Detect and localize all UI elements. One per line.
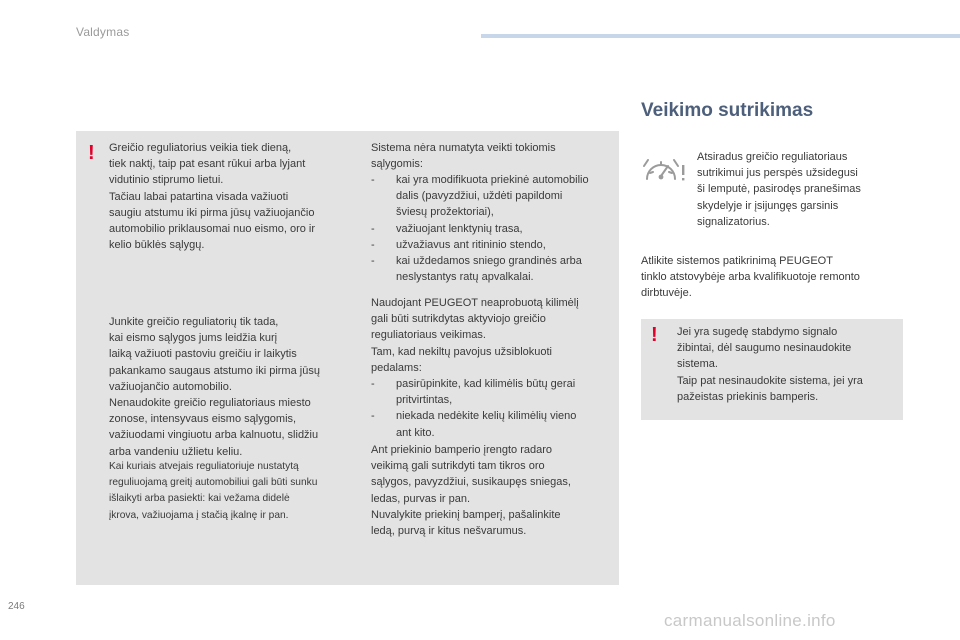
page-heading: Veikimo sutrikimas — [641, 100, 814, 121]
list-item: - niekada nedėkite kelių kilimėlių vieno ant kito. — [371, 408, 616, 440]
cruise-control-fault-icon — [641, 153, 689, 189]
service-check-text: Atlikite sistemos patikrinimą PEUGEOT tinklo atstovybėje arba kvalifikuotoje remonto dirbtuvėje. — [641, 255, 860, 300]
conditions-intro: Sistema nėra numatyta veikti tokiomis sąlygomis: — [371, 142, 556, 171]
conditions-list — [371, 172, 616, 285]
list-item: - kai uždedamos sniego grandinės arba neslystantys ratų apvalkalai. — [371, 253, 616, 285]
left-info-panel — [76, 131, 619, 585]
watermark: carmanualsonline.info — [664, 611, 836, 630]
floor-mat-paragraph: Naudojant PEUGEOT neaprobuotą kilimėlį gali būti sutrikdytas aktyviojo greičio reguliatoriaus veikimas. Tam, kad nekiltų pavojus užsiblokuoti pedalams: — [371, 297, 579, 374]
list-item: - važiuojant lenktynių trasa, — [371, 221, 616, 237]
floor-mat-list — [371, 376, 616, 441]
warning-icon: ! — [88, 142, 95, 164]
brake-warning-panel — [641, 319, 903, 420]
list-item: - kai yra modifikuota priekinė automobilio dalis (pavyzdžiui, uždėti papildomi šviesų prožektoriai), — [371, 172, 616, 221]
brake-warning-text: Jei yra sugedę stabdymo signalo žibintai, dėl saugumo nesinaudokite sistema. Taip pat nesinaudokite sistema, jei yra pažeistas priekinis bamperis. — [677, 326, 863, 403]
header-bar — [481, 34, 960, 38]
radar-paragraph: Ant priekinio bamperio įrengto radaro veikimą gali sutrikdyti tam tikros oro sąlygos, pavyzdžiui, susikaupęs sniegas, ledas, purvas ir pan. Nuvalykite priekinį bamperį, pašalinkite ledą, purvą ir kitus nešvarumus. — [371, 444, 571, 538]
speed-note-paragraph: Kai kuriais atvejais reguliatoriuje nustatytą reguliuojamą greitį automobiliui gali būti sunku išlaikyti arba pasiekti: kai vežama didelė įkrova, važiuojama į stačią įkalnę ir pan. — [109, 461, 318, 521]
section-title: Valdymas — [76, 25, 130, 39]
fault-indicator-note: Atsiradus greičio reguliatoriaus sutrikimui jus perspės užsidegusi ši lemputė, pasirodęs pranešimas skydelyje ir įsijungęs garsinis signalizatorius. — [697, 151, 861, 228]
list-item: - užvažiavus ant ritininio stendo, — [371, 237, 616, 253]
warning-icon: ! — [651, 324, 658, 346]
page-number: 246 — [8, 601, 25, 612]
warning-text: Greičio reguliatorius veikia tiek dieną, tiek naktį, taip pat esant rūkui arba lyjant vidutinio stiprumo lietui. Tačiau labai patartina visada važiuoti saugiu atstumu iki pirma jūsų važiuojančio automobilio priklausomai nuo eismo, oro ir kelio būklės sąlygų. — [109, 142, 316, 252]
list-item: - pasirūpinkite, kad kilimėlis būtų gerai pritvirtintas, — [371, 376, 616, 408]
usage-paragraph: Junkite greičio reguliatorių tik tada, kai eismo sąlygos jums leidžia kurį laiką važiuoti pastoviu greičiu ir laikytis pakankamo saugaus atstumo iki pirma jūsų važiuojančio automobilio. Nenaudokite greičio reguliatoriaus miesto zonose, intensyvaus eismo sąlygomis, važiuodami vingiuotu arba kalnuotu, slidžiu arba vandeniu užlietu keliu. — [109, 316, 320, 458]
